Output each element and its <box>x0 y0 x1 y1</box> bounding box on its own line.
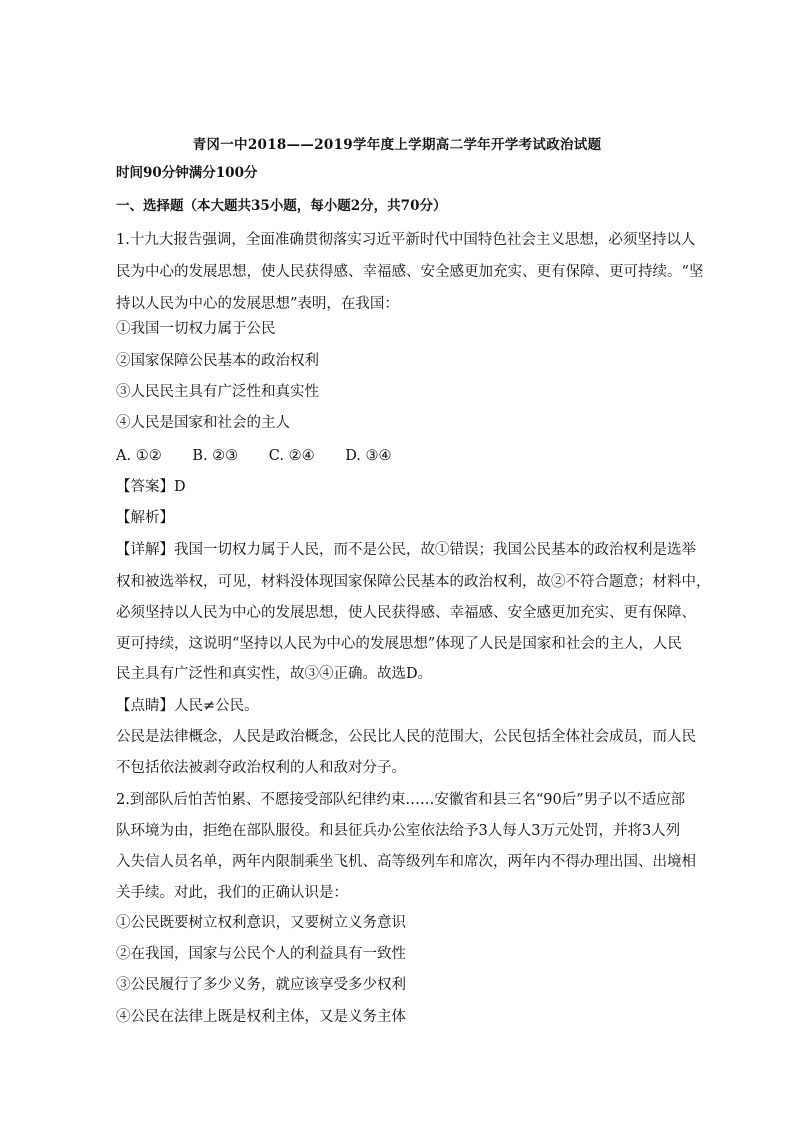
q1-tip-line: 不包括依法被剥夺政治权利的人和敌对分子。 <box>116 760 406 776</box>
q1-tip-line: 公民是法律概念，人民是政治概念，公民比人民的范围大，公民包括全体社会成员，而人民 <box>116 729 696 745</box>
q1-tip: 【点睛】人民≠公民。 <box>116 698 259 714</box>
q1-stem-line: 民为中心的发展思想，使人民获得感、幸福感、安全感更加充实、更有保障、更可持续。“坚 <box>116 264 704 280</box>
q1-detail-line: 权和被选举权，可见，材料没体现国家保障公民基本的政治权利，故②不符合题意；材料中， <box>116 574 711 590</box>
q1-stem-line: 持以人民为中心的发展思想”表明，在我国： <box>116 296 399 312</box>
q1-option-d: D. ③④ <box>345 448 392 464</box>
q1-analysis-label: 【解析】 <box>116 510 174 526</box>
q1-answer: 【答案】D <box>116 479 186 495</box>
q1-options <box>116 446 696 466</box>
q2-item: ④公民在法律上既是权利主体，又是义务主体 <box>116 1009 406 1025</box>
q1-detail-line: 民主具有广泛性和真实性，故③④正确。故选D。 <box>116 666 433 682</box>
q1-item: ③人民民主具有广泛性和真实性 <box>116 384 319 400</box>
q1-item: ②国家保障公民基本的政治权利 <box>116 353 319 369</box>
q2-item: ③公民履行了多少义务，就应该享受多少权利 <box>116 977 406 993</box>
exam-title: 青冈一中2018——2019学年度上学期高二学年开学考试政治试题 <box>192 137 602 153</box>
q1-detail-line: 必须坚持以人民为中心的发展思想，使人民获得感、幸福感、安全感更加充实、更有保障、 <box>116 605 696 621</box>
q1-stem-line: 1.十九大报告强调，全面准确贯彻落实习近平新时代中国特色社会主义思想，必须坚持以人 <box>116 232 696 248</box>
q2-stem-line: 入失信人员名单，两年内限制乘坐飞机、高等级列车和席次，两年内不得办理出国、出境相 <box>116 854 696 870</box>
q2-item: ②在我国，国家与公民个人的利益具有一致性 <box>116 946 406 962</box>
q2-stem-line: 队环境为由，拒绝在部队服役。和县征兵办公室依法给予3人每人3万元处罚，并将3人列 <box>116 823 681 839</box>
q2-item: ①公民既要树立权利意识，又要树立义务意识 <box>116 915 406 931</box>
time-line: 时间90分钟满分100分 <box>116 165 258 181</box>
q1-item: ④人民是国家和社会的主人 <box>116 415 290 431</box>
q2-stem-line: 2.到部队后怕苦怕累、不愿接受部队纪律约束……安徽省和县三名“90后”男子以不适应部 <box>116 792 686 808</box>
q1-item: ①我国一切权力属于公民 <box>116 321 276 337</box>
q2-stem-line: 关手续。对此，我们的正确认识是： <box>116 885 348 901</box>
q1-option-b: B. ②③ <box>192 448 239 464</box>
section-heading: 一、选择题（本大题共35小题，每小题2分，共70分） <box>116 198 447 214</box>
q1-detail-line: 【详解】我国一切权力属于人民，而不是公民，故①错误；我国公民基本的政治权利是选举 <box>116 542 696 558</box>
q1-option-c: C. ②④ <box>268 448 315 464</box>
q1-option-a: A. ①② <box>116 448 162 464</box>
q1-detail-line: 更可持续，这说明“坚持以人民为中心的发展思想”体现了人民是国家和社会的主人，人民 <box>116 636 682 652</box>
